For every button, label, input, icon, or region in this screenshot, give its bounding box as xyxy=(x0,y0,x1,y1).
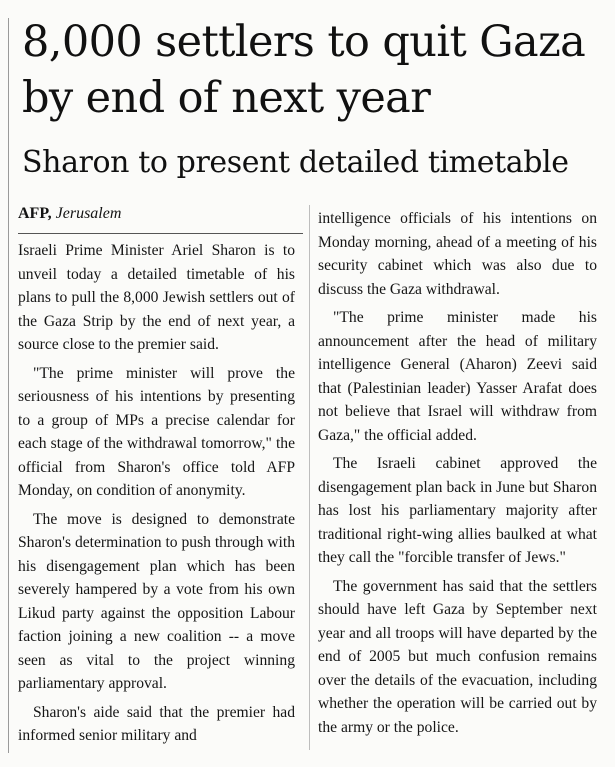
article-column-left xyxy=(18,239,295,753)
subheadline: Sharon to present detailed timetable xyxy=(22,145,569,180)
article-paragraph: The Israeli cabinet approved the disengagement plan back in June but Sharon has lost his parliamentary majority after traditional right-wing allies baulked at what they call the "forcible transfer of Jews." xyxy=(318,455,597,566)
headline xyxy=(22,14,612,126)
left-border-rule xyxy=(8,18,9,753)
byline-agency: AFP, xyxy=(18,205,52,222)
article-paragraph: The government has said that the settlers should have left Gaza by September next year and all troops will have departed by the end of 2005 but much confusion remains over the details of the evacuation, including whether the operation will be carried out by the army or the police. xyxy=(318,577,597,736)
article-paragraph: Israeli Prime Minister Ariel Sharon is to unveil today a detailed timetable of his plans to pull the 8,000 Jewish settlers out of the Gaza Strip by the end of next year, a source close to the premier said. xyxy=(18,242,295,353)
article-paragraph: intelligence officials of his intentions on Monday morning, ahead of a meeting of his security cabinet which was also due to discuss the Gaza withdrawal. xyxy=(318,210,597,298)
column-divider xyxy=(309,205,310,750)
article-paragraph: Sharon's aide said that the premier had informed senior military and xyxy=(18,703,295,744)
byline xyxy=(18,203,121,225)
article-paragraph: "The prime minister made his announcement after the head of military intelligence General (Aharon) Zeevi said that (Palestinian leader) Yasser Arafat does not believe that Israel will withdraw from Gaza," the official added. xyxy=(318,309,597,444)
headline-line-1: 8,000 settlers to quit Gaza xyxy=(22,17,586,67)
byline-divider xyxy=(18,233,303,234)
article-column-right xyxy=(318,207,597,744)
byline-location: Jerusalem xyxy=(55,205,122,222)
headline-line-2: by end of next year xyxy=(22,73,431,123)
article-paragraph: The move is designed to demonstrate Sharon's determination to push through with his disengagement plan which has been severely hampered by a vote from his own Likud party against the opposition Labour faction joining a new coalition -- a move seen as vital to the project winning parliamentary approval. xyxy=(18,510,295,692)
article-paragraph: "The prime minister will prove the seriousness of his intentions by presenting to a group of MPs a precise calendar for each stage of the withdrawal tomorrow," the official from Sharon's office told AFP Monday, on condition of anonymity. xyxy=(18,364,295,499)
